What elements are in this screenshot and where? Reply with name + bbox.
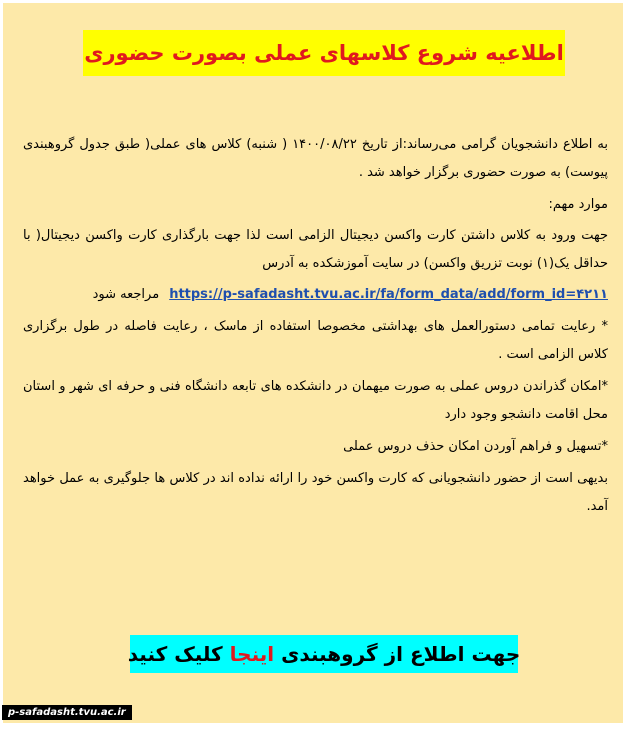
- link-suffix: مراجعه شود: [92, 287, 160, 302]
- cta-before: جهت اطلاع از گروهبندی: [281, 642, 521, 666]
- cta-after: کلیک کنید: [127, 642, 223, 666]
- title-banner: [83, 30, 565, 76]
- vaccine-upload-link[interactable]: https://p-safadasht.tvu.ac.ir/fa/form_data/add/form_id=۴۲۱۱: [169, 287, 608, 302]
- warning-paragraph: بدیهی است از حضور دانشجویانی که کارت واکسن خود را ارائه نداده اند در کلاس ها جلوگیری به عمل خواهد آمد.: [23, 471, 608, 514]
- health-paragraph: * رعایت تمامی دستورالعمل های بهداشتی مخصوصا استفاده از ماسک ، رعایت فاصله در طول برگزاری کلاس الزامی است .: [23, 319, 608, 362]
- guest-paragraph: *امکان گذراندن دروس عملی به صورت میهمان در دانشکده های تابعه دانشگاه فنی و حرفه ای شهر و استان محل اقامت دانشجو وجود دارد: [23, 379, 608, 422]
- vaccine-paragraph: جهت ورود به کلاس داشتن کارت واکسن دیجیتال الزامی است لذا جهت بارگذاری کارت واکسن دیجیتال( با حداقل یک(۱) نوبت تزریق واکسن) در سایت آموزشکده به آدرس: [23, 228, 608, 271]
- link-line: [23, 281, 608, 309]
- important-heading: موارد مهم:: [548, 197, 608, 212]
- announcement-card: [3, 3, 623, 723]
- site-watermark: p-safadasht.tvu.ac.ir: [2, 705, 132, 720]
- announcement-body: [23, 131, 608, 524]
- cta-here-link[interactable]: اینجا: [229, 642, 275, 666]
- announcement-title: اطلاعیه شروع کلاسهای عملی بصورت حضوری: [84, 41, 564, 65]
- drop-paragraph: *تسهیل و فراهم آوردن امکان حذف دروس عملی: [343, 439, 608, 454]
- intro-paragraph: به اطلاع دانشجویان گرامی می‌رساند:از تاریخ ۱۴۰۰/۰۸/۲۲ ( شنبه) کلاس های عملی( طبق جدول گروهبندی پیوست) به صورت حضوری برگزار خواهد شد .: [23, 137, 609, 180]
- grouping-cta[interactable]: [127, 635, 521, 673]
